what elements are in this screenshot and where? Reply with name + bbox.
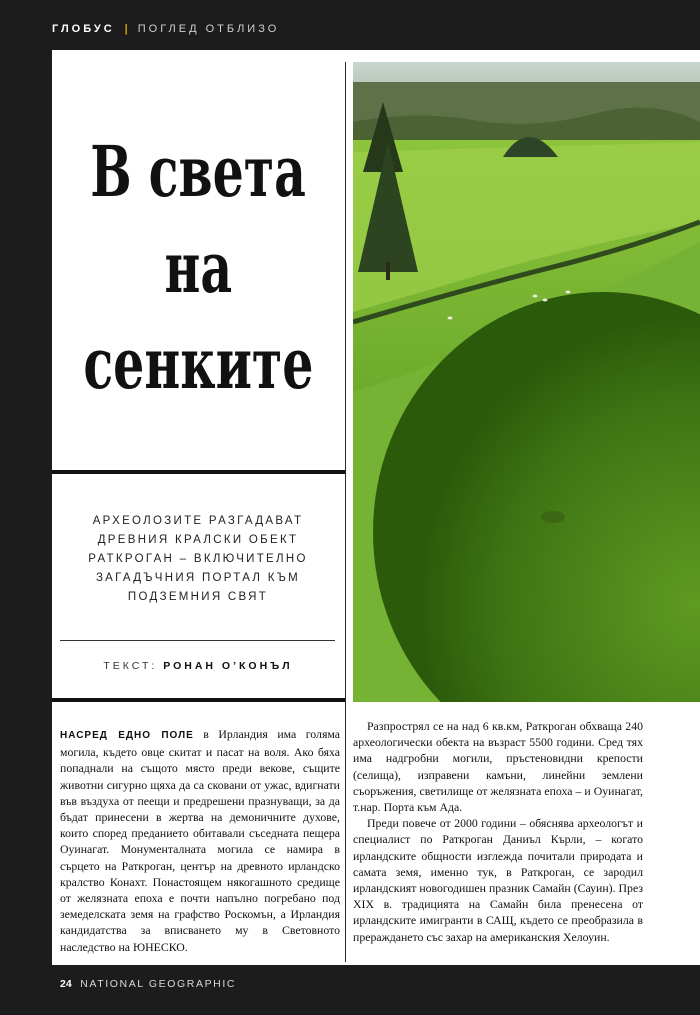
title-line-2: на (164, 226, 232, 309)
article-column-right (353, 718, 643, 945)
article-deck (60, 512, 336, 607)
deck-rule (60, 640, 335, 641)
landscape-photo (353, 62, 700, 702)
article-paragraph-2: Разпрострял се на над 6 кв.км, Раткроган обхваща 240 археологически обекта на възраст 5500 години. Сред тях има надгробни могили, пръстеновидни крепости (селища), изправени камъни, линейни землени съоръжения, светилище от желязната епоха – и Оуинагат, т.нар. Порта към Ада. (353, 719, 643, 815)
deck-line-5: ПОДЗЕМНИЯ СВЯТ (127, 591, 269, 603)
byline-author: РОНАН О’КОНЪЛ (163, 660, 293, 672)
byline-rule (52, 698, 345, 702)
deck-line-4: ЗАГАДЪЧНИЯ ПОРТАЛ КЪМ (95, 572, 301, 584)
page-header (52, 18, 279, 40)
magazine-name: NATIONAL GEOGRAPHIC (80, 978, 237, 990)
article-paragraph-3: Преди повече от 2000 години – обяснява археологът и специалист по Раткроган Даниъл Кърли, – когато ирландските общности изглежда почитали природата и самата земя, именно тук, в Раткроган, се зародил ирландският новогодишен празник Самайн (Сауин). През XIX в. традицията на Самайн била пренесена от ирландските имигранти в САЩ, където се преобразила в прераждането със захар на американския Хелоуин. (353, 816, 643, 944)
title-line-3: сенките (82, 322, 314, 405)
lead-in: НАСРЕД ЕДНО ПОЛЕ (60, 730, 194, 741)
title-line-1: В света (90, 130, 306, 213)
page-number: 24 (60, 978, 72, 990)
article-column-left (60, 726, 340, 955)
section-name: ГЛОБУС (52, 23, 115, 35)
column-divider (345, 62, 346, 962)
green-field-image (353, 62, 700, 702)
byline (60, 660, 336, 672)
deck-line-1: АРХЕОЛОЗИТЕ РАЗГАДАВАТ (92, 515, 304, 527)
deck-line-3: РАТКРОГАН – ВКЛЮЧИТЕЛНО (88, 553, 308, 565)
page-footer (60, 978, 236, 990)
deck-line-2: ДРЕВНИЯ КРАЛСКИ ОБЕКТ (97, 534, 299, 546)
title-rule (52, 470, 345, 474)
paragraph-1-text: в Ирландия има голяма могила, където овце скитат и пасат на воля. Ако бяха попаднали на същото място преди векове, същите животни сигурно щяха да са сковани от ужас, вдигнати във въздуха от пеещи и предрешени празнуващи, за да бъдат принесени в жертва на демоничните духове, които според преданието обитавали съседната пещера Оуинагат. Монументалната могила се намира в сърцето на Раткроган, център на древното ирландско кралство Конахт. Понастоящем някогашното средище от желязната епоха е почти напълно погребано под земеделската земя на графство Роскомън, а Ирландия кандидатства за вписването му в Световното наследство на ЮНЕСКО. (60, 727, 340, 954)
rubric-name: ПОГЛЕД ОТБЛИЗО (137, 23, 280, 35)
article-title (52, 62, 344, 474)
byline-label: ТЕКСТ: (103, 660, 158, 672)
article-paragraph-1 (60, 726, 340, 955)
header-separator: | (124, 23, 128, 35)
